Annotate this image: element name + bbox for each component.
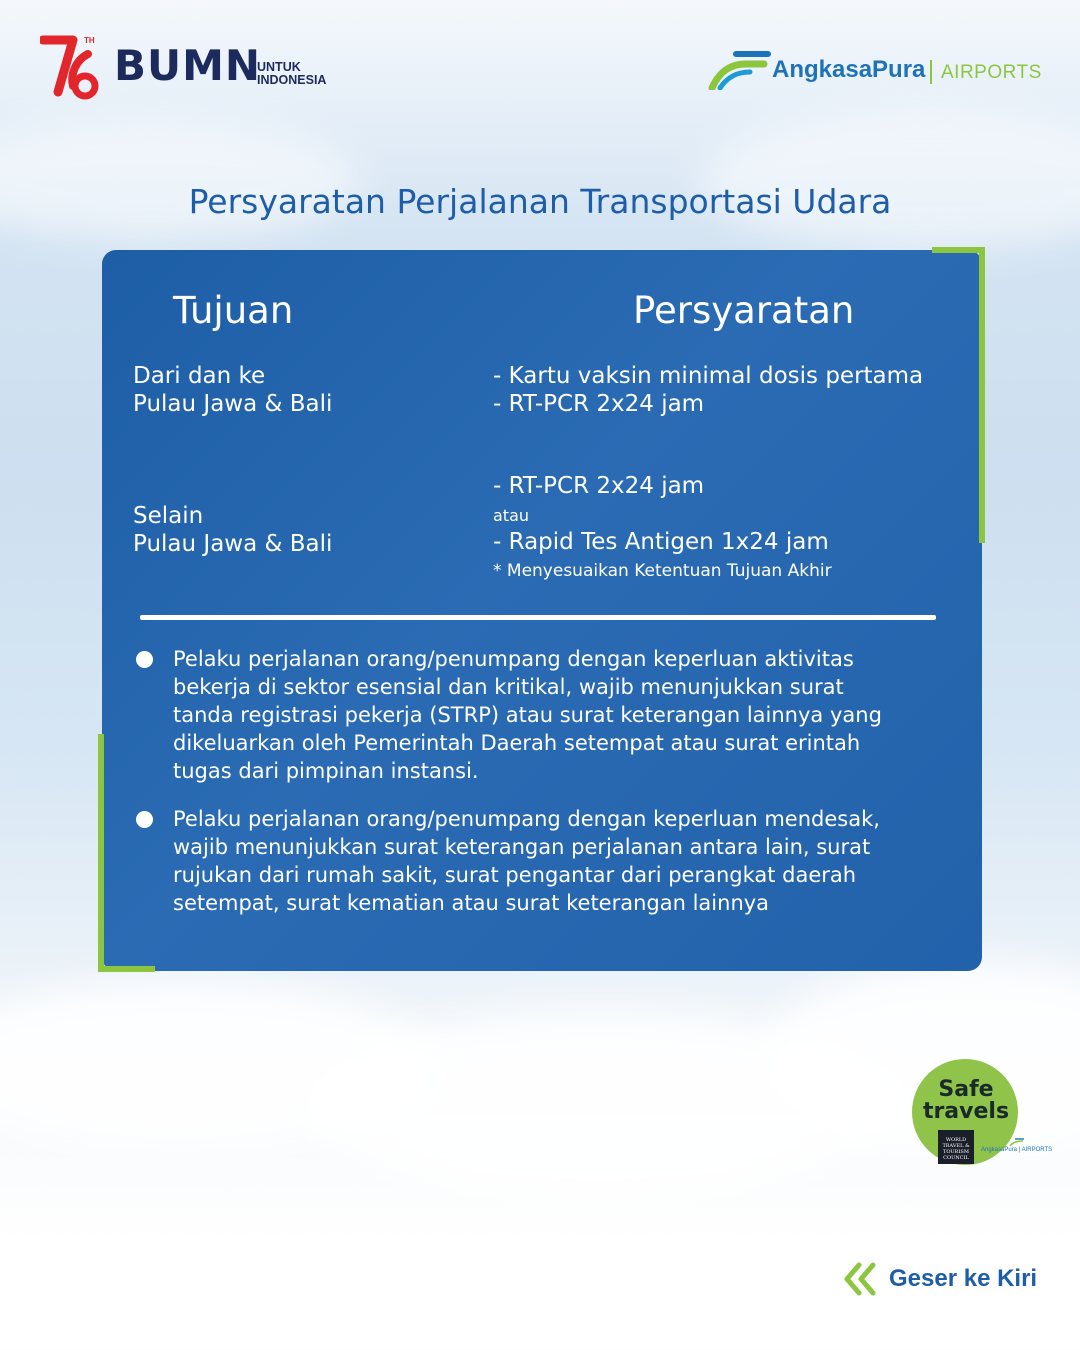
section-divider — [140, 615, 936, 620]
note-line: tanda registrasi pekerja (STRP) atau surat keterangan lainnya yang — [173, 703, 882, 727]
row1-destination-line1: Dari dan ke — [133, 363, 266, 389]
angkasa-pura-name: AngkasaPura — [772, 56, 926, 83]
bullet-icon — [136, 811, 153, 828]
safe-travels-line1: Safe — [938, 1077, 994, 1102]
corner-accent — [932, 247, 985, 253]
corner-accent — [98, 734, 104, 972]
anniversary-suffix: TH — [84, 36, 95, 45]
note-paragraph-2 — [173, 805, 933, 917]
airports-label: AIRPORTS — [941, 62, 1042, 83]
column-header-destination: Tujuan — [173, 289, 294, 332]
row2-or-label: atau — [493, 506, 530, 525]
bumn-tagline-line1: UNTUK — [257, 60, 301, 74]
angkasa-pura-swoosh-icon — [706, 48, 772, 90]
page-title: Persyaratan Perjalanan Transportasi Udara — [188, 182, 892, 221]
row2-requirement-1: - RT-PCR 2x24 jam — [493, 473, 705, 499]
corner-accent — [98, 966, 155, 972]
note-line: wajib menunjukkan surat keterangan perjalanan antara lain, surat — [173, 835, 871, 859]
double-chevron-left-icon[interactable] — [843, 1262, 879, 1296]
wttc-logo — [938, 1130, 974, 1164]
bumn-logo-word: BUMN — [114, 41, 262, 90]
column-header-requirements: Persyaratan — [633, 289, 855, 332]
row2-requirement-2: - Rapid Tes Antigen 1x24 jam — [493, 529, 829, 555]
row1-destination-line2: Pulau Jawa & Bali — [133, 391, 333, 417]
note-paragraph-1 — [173, 645, 933, 785]
note-line: dikeluarkan oleh Pemerintah Daerah setempat atau surat erintah — [173, 731, 861, 755]
anniversary-76-logo — [40, 34, 104, 104]
safe-travels-text — [918, 1079, 1014, 1123]
bumn-tagline-line2: INDONESIA — [257, 73, 327, 87]
wttc-text: WORLD TRAVEL & TOURISM COUNCIL — [942, 1137, 970, 1161]
mini-angkasa-pura-icon — [1009, 1138, 1025, 1147]
row1-requirement-1: - Kartu vaksin minimal dosis pertama — [493, 363, 924, 389]
note-line: bekerja di sektor esensial dan kritikal, wajib menunjukkan surat — [173, 675, 844, 699]
row1-requirement-2: - RT-PCR 2x24 jam — [493, 391, 705, 417]
note-line: Pelaku perjalanan orang/penumpang dengan keperluan mendesak, — [173, 807, 880, 831]
cloud-decoration — [700, 110, 1080, 250]
row2-destination-line1: Selain — [133, 503, 204, 529]
safe-travels-line2: travels — [922, 1099, 1010, 1124]
brand-separator — [930, 60, 932, 84]
cloud-decoration — [0, 120, 360, 240]
corner-accent — [979, 247, 985, 543]
row2-footnote: * Menyesuaikan Ketentuan Tujuan Akhir — [493, 561, 832, 581]
note-line: setempat, surat kematian atau surat keterangan lainnya — [173, 891, 770, 915]
swipe-left-label[interactable]: Geser ke Kiri — [889, 1265, 1038, 1292]
note-line: rujukan dari rumah sakit, surat pengantar dari perangkat daerah — [173, 863, 857, 887]
mini-airport-brand: AngkasaPura | AIRPORTS — [981, 1147, 1053, 1153]
bullet-icon — [136, 651, 153, 668]
bumn-tagline — [257, 61, 326, 87]
row2-destination-line2: Pulau Jawa & Bali — [133, 531, 333, 557]
note-line: Pelaku perjalanan orang/penumpang dengan keperluan aktivitas — [173, 647, 854, 671]
note-line: tugas dari pimpinan instansi. — [173, 759, 479, 783]
